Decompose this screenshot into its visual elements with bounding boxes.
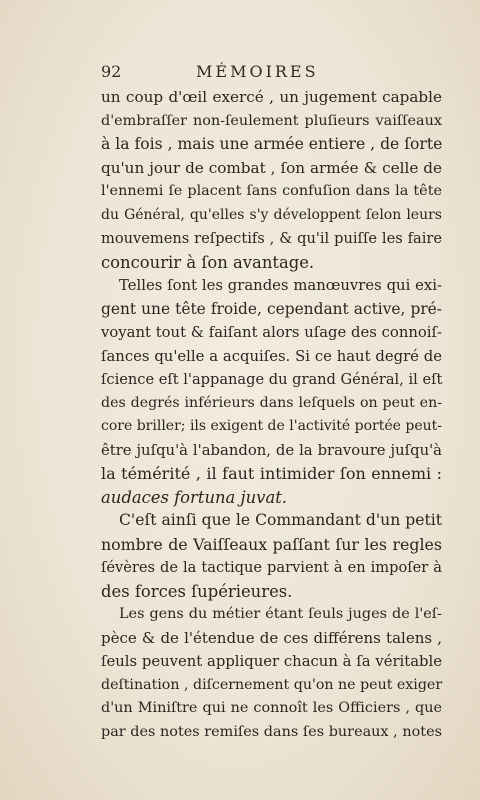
text-line: ſévères de la tactique parvient à en impoſer à — [101, 559, 442, 576]
text-line: core briller; ils exigent de l'activité portée peut- — [101, 418, 442, 434]
text-line: par des notes remiſes dans ſes bureaux , notes — [101, 723, 442, 740]
text-line: être juſqu'à l'abandon, de la bravoure juſqu'à — [101, 441, 442, 459]
text-line: voyant tout & faiſant alors uſage des connoiſ- — [101, 324, 442, 341]
text-line: nombre de Vaiſſeaux paſſant ſur les regles — [101, 534, 442, 554]
text-line: Telles ſont les grandes manœuvres qui exi- — [119, 277, 442, 294]
text-line: C'eſt ainſi que le Commandant d'un petit — [119, 511, 442, 529]
text-line: des forces ſupérieures. — [101, 581, 293, 601]
text-line: pèce & de l'étendue de ces différens talens , — [101, 628, 442, 647]
text-line: Les gens du métier étant ſeuls juges de l'eſ- — [119, 606, 442, 622]
text-line: des degrés inférieurs dans leſquels on peut en- — [101, 394, 442, 411]
page-number: 92 — [101, 62, 122, 81]
body-text — [101, 86, 442, 744]
text-line: ſances qu'elle a acquiſes. Si ce haut degré de — [101, 347, 442, 365]
text-line: du Général, qu'elles s'y développent ſelon leurs — [101, 206, 442, 223]
text-line: d'embraſſer non-ſeulement pluſieurs vaiſſeaux — [101, 112, 442, 129]
text-line: deſtination , diſcernement qu'on ne peut exiger — [101, 676, 443, 693]
text-line: gent une tête froide, cependant active, pré- — [101, 299, 442, 318]
text-line: mouvemens reſpectifs , & qu'il puiſſe les faire — [101, 230, 442, 247]
text-line: la témérité , il faut intimider ſon ennemi : — [101, 464, 442, 483]
text-line: un coup d'œil exercé , un jugement capable — [101, 88, 442, 106]
text-line: d'un Miniſtre qui ne connoît les Officiers , que — [101, 700, 442, 716]
latin-quote: audaces fortuna juvat. — [101, 487, 288, 507]
text-line: qu'un jour de combat , ſon armée & celle de — [101, 158, 442, 177]
page-header — [101, 62, 360, 84]
text-line: ſcience eſt l'appanage du grand Général, il eſt — [101, 371, 443, 388]
text-line: ſeuls peuvent appliquer chacun à ſa véritable — [101, 653, 442, 670]
text-line: à la fois , mais une armée entiere , de ſorte — [101, 135, 443, 153]
text-line: l'ennemi ſe placent ſans confuſion dans la tête — [101, 183, 442, 199]
running-head: MÉMOIRES — [196, 62, 319, 81]
text-line: concourir à ſon avantage. — [101, 252, 315, 272]
